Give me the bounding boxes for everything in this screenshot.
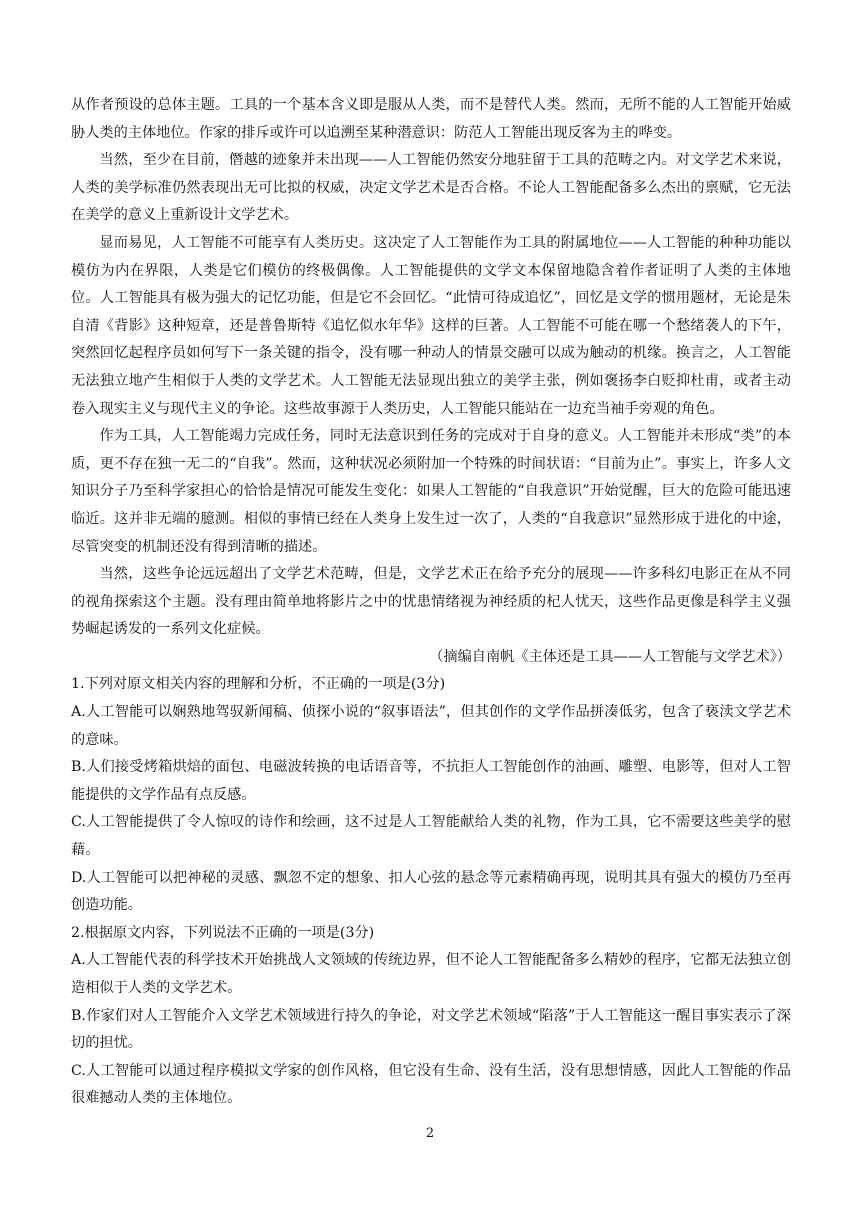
answer-option-c: C.人工智能可以通过程序模拟文学家的创作风格，但它没有生命、没有生活，没有思想情感，因此人工智能的作品很难撼动人类的主体地位。 bbox=[71, 1062, 791, 1107]
document-page bbox=[71, 92, 791, 1113]
article-paragraph-5: 当然，这些争论远远超出了文学艺术范畴，但是，文学艺术正在给予充分的展现——许多科幻电影正在从不同的视角探索这个主题。没有理由简单地将影片之中的忧患情绪视为神经质的杞人忧天，这些作品更像是科学主义强势崛起诱发的一系列文化症候。 bbox=[71, 566, 791, 638]
page-number: 2 bbox=[425, 1126, 435, 1141]
answer-option-b: B.作家们对人工智能介入文学艺术领域进行持久的争论，对文学艺术领域“陷落”于人工智能这一醒目事实表示了深切的担忧。 bbox=[71, 1007, 791, 1052]
answer-option-a: A.人工智能可以娴熟地驾驭新闻稿、侦探小说的“叙事语法”，但其创作的文学作品拼凑低劣，包含了亵渎文学艺术的意味。 bbox=[71, 704, 791, 748]
article-body bbox=[71, 92, 791, 671]
answer-option-d: D.人工智能可以把神秘的灵感、飘忽不定的想象、扣人心弦的悬念等元素精确再现，说明其具有强大的模仿乃至再创造功能。 bbox=[71, 869, 791, 914]
article-paragraph-2: 当然，至少在目前，僭越的迹象并未出现——人工智能仍然安分地驻留于工具的范畴之内。对文学艺术来说，人类的美学标准仍然表现出无可比拟的权威，决定文学艺术是否合格。不论人工智能配备多么杰出的禀赋，它无法在美学的意义上重新设计文学艺术。 bbox=[71, 152, 791, 224]
article-paragraph-3: 显而易见，人工智能不可能享有人类历史。这决定了人工智能作为工具的附属地位——人工智能的种种功能以模仿为内在界限，人类是它们模仿的终极偶像。人工智能提供的文学文本保留地隐含着作者证明了人类的主体地位。人工智能具有极为强大的记忆功能，但是它不会回忆。“此情可待成追忆”，回忆是文学的惯用题材，无论是朱自清《背影》这种短章，还是普鲁斯特《追忆似水年华》这样的巨著。人工智能不可能在哪一个愁绪袭人的下午，突然回忆起程序员如何写下一条关键的指令，没有哪一种动人的情景交融可以成为触动的机缘。换言之，人工智能无法独立地产生相似于人类的文学艺术。人工智能无法显现出独立的美学主张，例如褒扬李白贬抑杜甫，或者主动卷入现实主义与现代主义的争论。这些故事源于人类历史，人工智能只能站在一边充当袖手旁观的角色。 bbox=[71, 234, 791, 417]
question-stem: 2.根据原文内容，下列说法不正确的一项是(3分) bbox=[71, 924, 375, 941]
article-paragraph-4: 作为工具，人工智能竭力完成任务，同时无法意识到任务的完成对于自身的意义。人工智能并未形成“类”的本质，更不存在独一无二的“自我”。然而，这种状况必须附加一个特殊的时间状语：“目前为止”。事实上，许多人文知识分子乃至科学家担心的恰恰是情况可能发生变化：如果人工智能的“自我意识”开始觉醒，巨大的危险可能迅速临近。这并非无端的臆测。相似的事情已经在人类身上发生过一次了，人类的“自我意识”显然形成于进化的中途，尽管突变的机制还没有得到清晰的描述。 bbox=[71, 428, 791, 555]
answer-option-a: A.人工智能代表的科学技术开始挑战人文领域的传统边界，但不论人工智能配备多么精妙的程序，它都无法独立创造相似于人类的文学艺术。 bbox=[71, 952, 791, 996]
article-source-citation: （摘编自南帆《主体还是工具——人工智能与文学艺术》） bbox=[429, 648, 791, 665]
answer-option-b: B.人们接受烤箱烘焙的面包、电磁波转换的电话语音等，不抗拒人工智能创作的油画、雕塑、电影等，但对人工智能提供的文学作品有点反感。 bbox=[71, 759, 791, 803]
question-1 bbox=[71, 671, 791, 919]
question-2 bbox=[71, 920, 791, 1113]
article-paragraph-1: 从作者预设的总体主题。工具的一个基本含义即是服从人类，而不是替代人类。然而，无所不能的人工智能开始威胁人类的主体地位。作家的排斥或许可以追溯至某种潜意识：防范人工智能出现反客为主的哗变。 bbox=[71, 97, 791, 141]
question-stem: 1.下列对原文相关内容的理解和分析，不正确的一项是(3分) bbox=[71, 676, 446, 693]
answer-option-c: C.人工智能提供了令人惊叹的诗作和绘画，这不过是人工智能献给人类的礼物，作为工具，它不需要这些美学的慰藉。 bbox=[71, 814, 791, 859]
